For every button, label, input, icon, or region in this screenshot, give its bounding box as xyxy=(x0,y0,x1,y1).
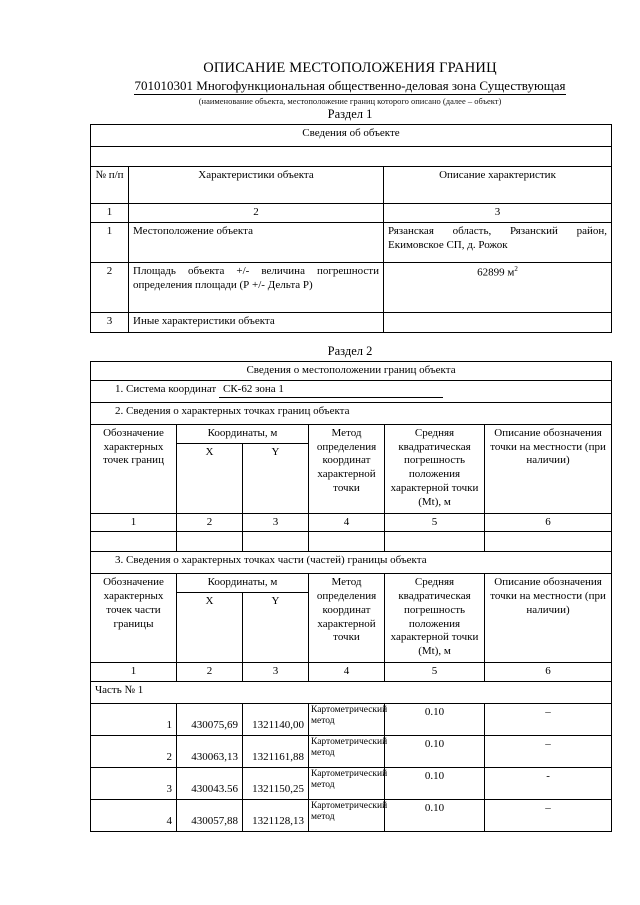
section2-title: Сведения о местоположении границ объекта xyxy=(91,362,612,381)
row-value xyxy=(384,312,612,332)
point-number: 4 xyxy=(91,799,177,831)
point-mt: 0.10 xyxy=(385,799,485,831)
row-name: Иные характеристики объекта xyxy=(129,312,384,332)
point-desc: - xyxy=(485,767,612,799)
table-row xyxy=(91,262,612,312)
coords-header: Координаты, м xyxy=(177,424,309,443)
point-mt: 0.10 xyxy=(385,703,485,735)
point-x: 430075,69 xyxy=(177,703,243,735)
point-number: 2 xyxy=(91,735,177,767)
row-num: 1 xyxy=(91,222,129,262)
point-y: 1321161,88 xyxy=(243,735,309,767)
point-method: Картометрический метод xyxy=(309,799,385,831)
boundary-table xyxy=(90,361,612,832)
area-value: 62899 м xyxy=(477,266,515,279)
x-header: X xyxy=(177,593,243,663)
coords-header: Координаты, м xyxy=(177,574,309,593)
y-header: Y xyxy=(243,443,309,513)
idx-cell: 6 xyxy=(485,513,612,532)
object-name-text: 701010301 Многофункциональная общественно-деловая зона Существующая xyxy=(134,78,566,93)
object-name-note: (наименование объекта, местоположение границ которого описано (далее – объект) xyxy=(198,96,502,106)
parts-title: 3. Сведения о характерных точках части (частей) границы объекта xyxy=(91,552,612,574)
object-info-table xyxy=(90,124,612,333)
point-method: Картометрический метод xyxy=(309,735,385,767)
idx-cell: 2 xyxy=(177,663,243,682)
idx-cell: 3 xyxy=(243,663,309,682)
method-header: Метод определения координат характерной точки xyxy=(309,424,385,513)
part-label: Часть № 1 xyxy=(91,681,612,703)
row-name: Местоположение объекта xyxy=(129,222,384,262)
point-x: 430063,13 xyxy=(177,735,243,767)
col-num-header: № п/п xyxy=(91,167,129,204)
point-method: Картометрический метод xyxy=(309,767,385,799)
idx-cell: 6 xyxy=(485,663,612,682)
row-num: 3 xyxy=(91,312,129,332)
section1-title: Сведения об объекте xyxy=(91,125,612,147)
point-number: 3 xyxy=(91,767,177,799)
table-row xyxy=(91,735,612,767)
point-desc: – xyxy=(485,735,612,767)
description-header: Описание обозначения точки на местности (при наличии) xyxy=(485,424,612,513)
point-y: 1321128,13 xyxy=(243,799,309,831)
section2-heading: Раздел 2 xyxy=(327,344,373,358)
col-char-header: Характеристики объекта xyxy=(129,167,384,204)
idx-cell: 1 xyxy=(91,204,129,223)
idx-cell: 4 xyxy=(309,513,385,532)
coord-system-row xyxy=(91,380,612,402)
empty-row xyxy=(91,532,612,552)
point-desc: – xyxy=(485,799,612,831)
table-row xyxy=(91,767,612,799)
row-value-area xyxy=(384,262,612,312)
document-title: ОПИСАНИЕ МЕСТОПОЛОЖЕНИЯ ГРАНИЦ xyxy=(203,60,497,76)
table-row xyxy=(91,799,612,831)
point-desc: – xyxy=(485,703,612,735)
section1-heading: Раздел 1 xyxy=(327,107,373,121)
idx-cell: 4 xyxy=(309,663,385,682)
point-x: 430043.56 xyxy=(177,767,243,799)
idx-cell: 2 xyxy=(129,204,384,223)
empty-row xyxy=(91,147,612,167)
idx-cell: 1 xyxy=(91,513,177,532)
idx-cell: 2 xyxy=(177,513,243,532)
method-header: Метод определения координат характерной точки xyxy=(309,574,385,663)
idx-cell: 5 xyxy=(385,663,485,682)
point-mt: 0.10 xyxy=(385,735,485,767)
mean-error-header: Средняя квадратическая погрешность положения характерной точки (Mt), м xyxy=(385,424,485,513)
points-title: 2. Сведения о характерных точках границ объекта xyxy=(91,402,612,424)
row-value: Рязанская область, Рязанский район, Екимовское СП, д. Рожок xyxy=(384,222,612,262)
mean-error-header: Средняя квадратическая погрешность положения характерной точки (Mt), м xyxy=(385,574,485,663)
point-number: 1 xyxy=(91,703,177,735)
table-row xyxy=(91,222,612,262)
y-header: Y xyxy=(243,593,309,663)
x-header: X xyxy=(177,443,243,513)
coord-system-label: 1. Система координат xyxy=(115,382,217,395)
row-num: 2 xyxy=(91,262,129,312)
table-row xyxy=(91,703,612,735)
table-row xyxy=(91,312,612,332)
point-method: Картометрический метод xyxy=(309,703,385,735)
area-unit-exponent: 2 xyxy=(514,264,518,273)
object-name xyxy=(90,78,610,94)
designation-header: Обозначение характерных точек границ xyxy=(91,424,177,513)
designation-part-header: Обозначение характерных точек части границы xyxy=(91,574,177,663)
point-y: 1321150,25 xyxy=(243,767,309,799)
point-mt: 0.10 xyxy=(385,767,485,799)
idx-cell: 5 xyxy=(385,513,485,532)
idx-cell: 1 xyxy=(91,663,177,682)
point-x: 430057,88 xyxy=(177,799,243,831)
row-name: Площадь объекта +/- величина погрешности определения площади (Р +/- Дельта Р) xyxy=(129,262,384,312)
description-header: Описание обозначения точки на местности (при наличии) xyxy=(485,574,612,663)
idx-cell: 3 xyxy=(243,513,309,532)
col-desc-header: Описание характеристик xyxy=(384,167,612,204)
idx-cell: 3 xyxy=(384,204,612,223)
point-y: 1321140,00 xyxy=(243,703,309,735)
coord-system-value: СК-62 зона 1 xyxy=(219,383,443,398)
